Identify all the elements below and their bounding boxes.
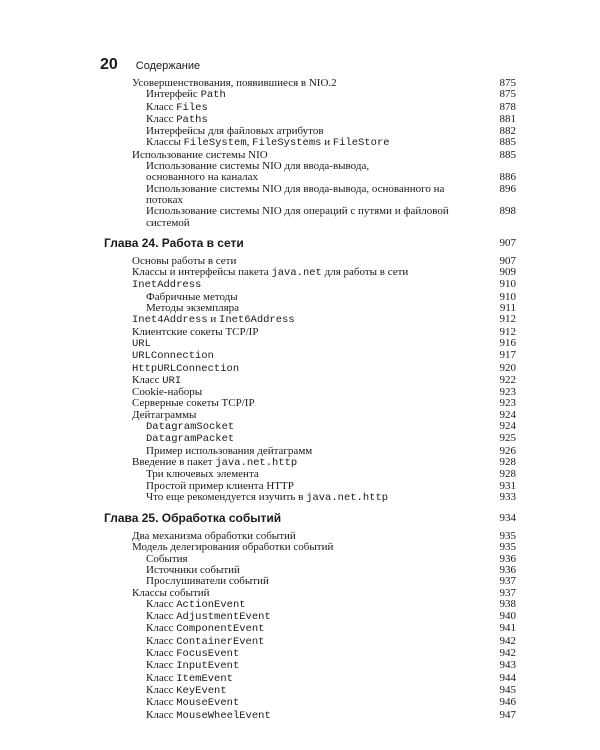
code-term: MouseEvent	[176, 697, 240, 710]
entry-page-number: 920	[499, 361, 516, 374]
entry-text: Класс	[146, 622, 177, 635]
code-term: InetAddress	[132, 279, 202, 292]
entry-text: Фабричные методы	[146, 290, 238, 303]
entry-page-number: 882	[499, 125, 516, 138]
entry-text: Три ключевых элемента	[146, 468, 259, 481]
entry-page-number: 911	[499, 302, 516, 315]
toc-subentry[interactable]	[100, 421, 516, 433]
entry-text: Усовершенствования, появившиеся в NIO.2	[132, 77, 337, 89]
code-term: FileSystem	[183, 137, 247, 150]
code-term: ComponentEvent	[176, 623, 265, 636]
entry-text: Класс	[146, 647, 177, 660]
entry-page-number: 909	[499, 266, 516, 279]
code-term: Inet4Address	[132, 314, 208, 327]
page-number: 20	[100, 56, 118, 73]
code-term: java.net	[271, 267, 322, 280]
running-title: Содержание	[135, 60, 201, 72]
chapter-heading[interactable]	[100, 235, 516, 250]
entry-page-number: 878	[499, 100, 516, 113]
entry-text: Основы работы в сети	[132, 254, 237, 267]
entry-page-number: 925	[499, 432, 516, 445]
entry-page-number: 923	[499, 386, 516, 399]
entry-text: Классы событий	[132, 586, 210, 599]
chapter-page-number: 934	[499, 512, 516, 525]
entry-page-number: 924	[499, 408, 516, 421]
code-term: URI	[162, 374, 182, 387]
code-term: ContainerEvent	[176, 635, 265, 648]
entry-page-number: 938	[499, 597, 516, 610]
entry-page-number: 916	[499, 336, 516, 349]
toc-subentry[interactable]	[100, 184, 516, 207]
toc-entry[interactable]	[100, 338, 516, 350]
entry-page-number: 912	[499, 313, 516, 326]
entry-text: Использование системы NIO	[132, 148, 268, 161]
entry-text: Класс	[146, 671, 177, 684]
entry-text: основанного на каналах	[146, 171, 259, 184]
toc-entry[interactable]	[100, 363, 516, 375]
entry-page-number: 944	[499, 671, 516, 684]
entry-page-number: 937	[499, 575, 516, 588]
entry-page-number: 907	[499, 254, 516, 267]
entry-page-number: 881	[499, 112, 516, 125]
toc-subentry[interactable]	[100, 206, 516, 229]
toc-entry[interactable]	[100, 267, 516, 279]
entry-text: и	[321, 136, 333, 149]
entry-page-number: 940	[499, 610, 516, 623]
code-term: InputEvent	[176, 660, 240, 673]
entry-page-number: 896	[499, 182, 516, 195]
toc-entry[interactable]	[100, 410, 516, 421]
toc-section	[100, 510, 516, 722]
table-of-contents	[100, 78, 516, 728]
entry-text: Класс	[146, 597, 177, 610]
entry-text: Клиентские сокеты TCP/IP	[132, 325, 259, 338]
entry-text: Классы и интерфейсы пакета	[132, 266, 272, 279]
entry-text: Класс	[146, 610, 177, 623]
chapter-title: Глава 24. Работа в сети	[104, 235, 244, 250]
code-term: java.net.http	[306, 491, 389, 504]
entry-text: Два механизма обработки событий	[132, 530, 296, 543]
entry-page-number: 936	[499, 563, 516, 576]
entry-title	[100, 421, 492, 433]
entry-page-number: 885	[499, 136, 516, 149]
entry-title	[100, 338, 492, 350]
code-term: URL	[132, 337, 151, 350]
entry-text: Использование системы NIO для операций с путями и файловой системой	[146, 205, 449, 229]
entry-page-number: 942	[499, 647, 516, 660]
entry-page-number: 924	[499, 420, 516, 433]
entry-page-number: 931	[499, 479, 516, 492]
entry-text: Класс	[132, 373, 163, 386]
toc-entry[interactable]	[100, 327, 516, 338]
entry-text: Серверные сокеты TCP/IP	[132, 397, 255, 410]
entry-text: Класс	[146, 659, 177, 672]
entry-text: Методы экземпляра	[146, 302, 240, 315]
entry-page-number: 885	[499, 148, 516, 161]
entry-page-number: 942	[499, 634, 516, 647]
entry-page-number: 947	[499, 708, 516, 721]
entry-page-number: 910	[499, 290, 516, 303]
code-term: Paths	[176, 113, 208, 126]
entry-title	[100, 206, 492, 229]
entry-page-number: 943	[499, 659, 516, 672]
code-term: java.net.http	[215, 456, 298, 469]
entry-page-number: 941	[499, 622, 516, 635]
code-term: URLConnection	[132, 350, 214, 363]
chapter-heading[interactable]	[100, 510, 516, 525]
entry-text: Пример использования дейтаграмм	[146, 444, 313, 457]
entry-page-number: 912	[499, 325, 516, 338]
toc-section	[100, 235, 516, 504]
toc-section	[100, 78, 516, 229]
entry-text: Простой пример клиента HTTP	[146, 479, 294, 492]
entry-text: Использование системы NIO для ввода-вывода,	[146, 160, 370, 173]
entry-page-number: 926	[499, 444, 516, 457]
entry-page-number: 928	[499, 455, 516, 468]
entry-text: Класс	[146, 683, 177, 696]
entry-text: Введение в пакет	[132, 455, 216, 468]
toc-entry[interactable]	[100, 350, 516, 362]
entry-page-number: 928	[499, 468, 516, 481]
code-term: Files	[176, 101, 208, 114]
entry-title	[100, 184, 492, 207]
entry-title	[100, 327, 492, 338]
entry-page-number: 875	[499, 77, 516, 89]
entry-title	[100, 267, 492, 279]
entry-text: Прослушиватели событий	[146, 575, 269, 588]
code-term: FocusEvent	[176, 648, 240, 661]
entry-text: Класс	[146, 696, 177, 709]
entry-text: Дейтаграммы	[132, 408, 197, 421]
entry-text: для работы в сети	[321, 266, 409, 279]
entry-page-number: 936	[499, 552, 516, 565]
toc-subentry[interactable]	[100, 492, 516, 504]
entry-text: Что еще рекомендуется изучить в	[146, 490, 307, 503]
entry-text: Классы	[146, 136, 184, 149]
entry-text: ,	[246, 136, 253, 149]
entry-text: Класс	[146, 100, 177, 113]
entry-text: Класс	[146, 708, 177, 721]
entry-page-number: 886	[499, 171, 516, 184]
code-term: ItemEvent	[176, 672, 233, 685]
entry-page-number: 922	[499, 373, 516, 386]
entry-text: Класс	[146, 634, 177, 647]
entry-text: и	[207, 313, 220, 326]
entry-page-number: 946	[499, 696, 516, 709]
entry-page-number: 937	[499, 586, 516, 599]
code-term: AdjustmentEvent	[176, 611, 271, 624]
entry-page-number: 917	[499, 349, 516, 362]
entry-page-number: 898	[499, 205, 516, 218]
entry-text: Cookie-наборы	[132, 386, 203, 399]
entry-page-number: 923	[499, 397, 516, 410]
entry-title	[100, 350, 492, 362]
entry-text: Модель делегирования обработки событий	[132, 541, 334, 554]
code-term: DatagramPacket	[146, 433, 235, 446]
code-term: MouseWheelEvent	[176, 709, 271, 722]
toc-subentry[interactable]	[100, 303, 516, 314]
entry-text: Интерфейсы для файловых атрибутов	[146, 125, 324, 138]
entry-text: Источники событий	[146, 563, 240, 576]
chapter-title: Глава 25. Обработка событий	[104, 511, 282, 526]
code-term: KeyEvent	[176, 684, 227, 697]
code-term: Path	[200, 89, 226, 102]
entry-title	[100, 710, 492, 722]
code-term: Inet6Address	[219, 314, 295, 327]
entry-page-number: 933	[499, 490, 516, 503]
page-header	[100, 56, 200, 74]
code-term: DatagramSocket	[146, 421, 235, 434]
entry-text: Интерфейс	[146, 88, 201, 101]
entry-title	[100, 410, 492, 421]
entry-title	[100, 303, 492, 314]
entry-page-number: 875	[499, 88, 516, 101]
code-term: FileSystems	[252, 137, 322, 150]
entry-title	[100, 492, 492, 504]
entry-text: События	[146, 552, 188, 565]
entry-page-number: 935	[499, 541, 516, 554]
toc-subentry[interactable]	[100, 710, 516, 722]
code-term: HttpURLConnection	[132, 362, 240, 375]
entry-text: Использование системы NIO для ввода-вывода, основанного на потоках	[146, 182, 445, 206]
chapter-page-number: 907	[499, 236, 516, 249]
entry-text: Класс	[146, 112, 177, 125]
entry-page-number: 935	[499, 530, 516, 543]
code-term: ActionEvent	[176, 598, 246, 611]
entry-page-number: 945	[499, 683, 516, 696]
entry-page-number: 910	[499, 278, 516, 291]
code-term: FileStore	[332, 137, 390, 150]
